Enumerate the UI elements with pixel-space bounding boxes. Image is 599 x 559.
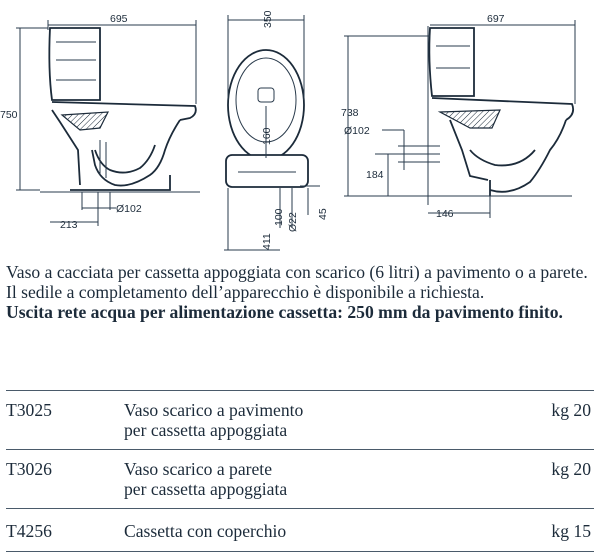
table-row [6, 391, 594, 450]
side-view-floor-outlet [0, 13, 200, 231]
product-table [6, 390, 594, 552]
product-code: T4256 [6, 521, 52, 541]
product-weight: kg 20 [551, 459, 591, 479]
product-desc-line-1: Vaso scarico a pavimento [124, 400, 304, 420]
description-line-2: Il sedile a completamento dell’apparecchio è disponibile a richiesta. [6, 282, 485, 302]
front-view [224, 10, 329, 250]
description-line-1: Vaso a cacciata per cassetta appoggiata con scarico (6 litri) a pavimento o a parete. [6, 262, 588, 282]
product-desc [124, 391, 521, 450]
table-row [6, 509, 594, 552]
dim-center-411: 411 [261, 233, 273, 250]
dim-left-offset: 213 [60, 219, 78, 231]
product-description [6, 262, 594, 322]
dim-right-offset: 146 [436, 208, 454, 220]
dim-left-outlet: Ø102 [116, 203, 142, 215]
product-desc-line-1: Vaso scarico a parete [124, 459, 272, 479]
dim-center-22: Ø22 [287, 212, 299, 232]
description-line-3: Uscita rete acqua per alimentazione cassetta: 250 mm da pavimento finito. [6, 302, 563, 322]
dim-right-outlet-height: 184 [366, 169, 384, 181]
product-desc-line-2: per cassetta appoggiata [124, 479, 288, 499]
product-code: T3026 [6, 459, 52, 479]
dim-right-outlet: Ø102 [344, 125, 370, 137]
product-code: T3025 [6, 400, 52, 420]
dim-center-width: 350 [262, 10, 274, 28]
dim-center-100: 100 [273, 208, 285, 226]
product-desc [124, 509, 521, 552]
product-desc-line-1: Cassetta con coperchio [124, 521, 287, 541]
dim-center-seat: 160 [261, 127, 273, 145]
technical-drawings [0, 0, 599, 258]
product-desc-line-2: per cassetta appoggiata [124, 420, 288, 440]
dim-right-height: 738 [341, 107, 359, 119]
dim-left-width: 695 [110, 13, 128, 25]
dim-right-width: 697 [487, 13, 505, 25]
product-desc [124, 450, 521, 509]
product-weight: kg 15 [551, 521, 591, 541]
product-weight: kg 20 [551, 400, 591, 420]
dim-left-height: 750 [0, 109, 18, 121]
table-row [6, 450, 594, 509]
side-view-wall-outlet [341, 13, 575, 220]
dim-center-45: 45 [317, 208, 329, 220]
